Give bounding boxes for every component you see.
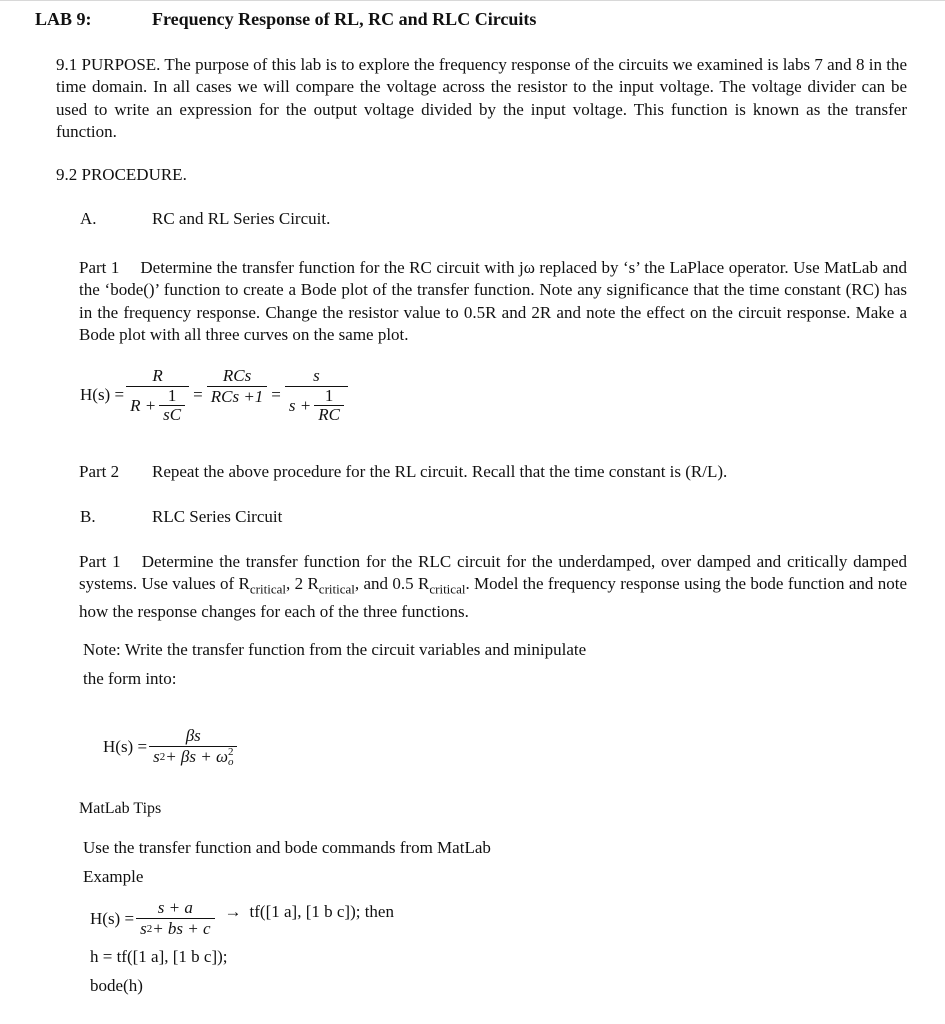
- eq3-num: s + a: [157, 898, 193, 917]
- eq1-f1-den-prefix: R +: [130, 395, 157, 415]
- eq3-lhs: H(s) =: [90, 908, 135, 928]
- eq3-den-a: s: [140, 919, 147, 938]
- note-line-1: Note: Write the transfer function from the circuit variables and minipulate: [83, 640, 587, 659]
- matlab-tips-line1: Use the transfer function and bode commands from MatLab: [83, 838, 491, 857]
- section-a-part1-text: Determine the transfer function for the RC circuit with jω replaced by ‘s’ the LaPlace operator. Use MatLab and the ‘bode()’ function to create a Bode plot of the transfer function. Note any significance that the time constant (RC) has in the frequency response. Change the resistor value to 0.5R and 2R and note the effect on the circuit response. Make a Bode plot with all three curves on the same plot.: [79, 258, 908, 345]
- eq3-den-b: + bs + c: [152, 919, 211, 938]
- eq2-den-b: + βs + ω: [165, 747, 228, 766]
- eq1-fraction-1: [126, 366, 189, 424]
- eq2-den-sup2: 2: [227, 746, 234, 758]
- section-b-title: RLC Series Circuit: [152, 507, 283, 526]
- section-a-part2-label: Part 2: [79, 462, 120, 481]
- eq1-f3-inner-den: RC: [318, 405, 340, 424]
- eq3-den-sup: 2: [146, 923, 153, 935]
- eq2-den-sub: o: [227, 756, 234, 768]
- matlab-tips-heading: MatLab Tips: [79, 800, 162, 817]
- eq1-f3-num: s: [313, 366, 320, 385]
- r-critical-sub-3: critical: [429, 581, 466, 597]
- equation-rlc-standard-form: [103, 726, 237, 767]
- equation-rc-transfer: [80, 366, 348, 424]
- eq1-f3-inner-fraction: [314, 387, 344, 424]
- page-top-rule: [0, 0, 945, 1]
- eq1-f1-inner-den: sC: [163, 405, 182, 424]
- arrow-icon: →: [224, 901, 242, 921]
- eq1-f1-num: R: [152, 366, 163, 385]
- eq1-lhs: H(s) =: [80, 385, 125, 404]
- section-b-letter: B.: [80, 507, 96, 526]
- section-b-part1-text-a: Determine the transfer function for the RLC circuit for the underdamped, over damped and critically damped systems. Use values of R: [79, 552, 907, 594]
- r-critical-sub-1: critical: [249, 581, 286, 597]
- eq1-fraction-3: [285, 366, 348, 424]
- eq1-equals-1: =: [193, 385, 203, 404]
- section-a-part1-paragraph: [79, 257, 907, 347]
- page-title: Frequency Response of RL, RC and RLC Circuits: [152, 9, 537, 29]
- section-b-part1-text-b: , 2 R: [285, 574, 319, 594]
- purpose-paragraph: 9.1 PURPOSE. The purpose of this lab is to explore the frequency response of the circuits we examined is labs 7 and 8 in the time domain. In all cases we will compare the voltage across the resistor to the input voltage. The voltage divider can be used to write an expression for the output voltage divided by the input voltage. This function is known as the transfer function.: [56, 55, 907, 142]
- section-a-part1-label: Part 1: [79, 258, 120, 277]
- matlab-example-label: Example: [83, 867, 144, 886]
- eq2-fraction: [149, 726, 237, 767]
- section-a-title: RC and RL Series Circuit.: [152, 209, 331, 228]
- matlab-code-line-1: h = tf([1 a], [1 b c]);: [90, 947, 228, 966]
- eq1-f3-den-prefix: s +: [288, 395, 312, 415]
- eq1-f2-num: RCs: [222, 365, 252, 385]
- procedure-heading: 9.2 PROCEDURE.: [56, 165, 187, 184]
- section-b-part1-text-d: . Model the frequency response using the bode function and note how the response changes for each of the three functions.: [79, 574, 907, 622]
- r-critical-sub-2: critical: [318, 581, 355, 597]
- equation-matlab-example: [90, 898, 394, 939]
- eq2-num: βs: [185, 726, 201, 745]
- eq1-fraction-2: [207, 366, 268, 407]
- section-b-part1-label: Part 1: [79, 552, 121, 571]
- eq2-lhs: H(s) =: [103, 736, 148, 756]
- eq3-command: tf([1 a], [1 b c]); then: [249, 901, 394, 921]
- matlab-code-line-2: bode(h): [90, 976, 143, 995]
- section-b-part1-text-c: , and 0.5 R: [354, 574, 430, 594]
- eq2-den-a: s: [153, 747, 160, 766]
- eq1-f1-inner-num: 1: [167, 386, 177, 405]
- eq1-f2-den: RCs +1: [210, 386, 264, 406]
- eq1-equals-2: =: [271, 385, 281, 404]
- eq1-f3-inner-num: 1: [324, 386, 334, 405]
- eq3-fraction: [136, 898, 214, 939]
- note-line-2: the form into:: [83, 669, 177, 688]
- section-a-part2-text: Repeat the above procedure for the RL circuit. Recall that the time constant is (R/L).: [152, 462, 728, 481]
- section-b-part1-paragraph: [79, 551, 907, 624]
- eq1-f1-inner-fraction: [159, 387, 185, 424]
- eq2-den-sup: 2: [159, 751, 166, 763]
- section-a-letter: A.: [80, 209, 97, 228]
- lab-number: LAB 9:: [35, 9, 92, 29]
